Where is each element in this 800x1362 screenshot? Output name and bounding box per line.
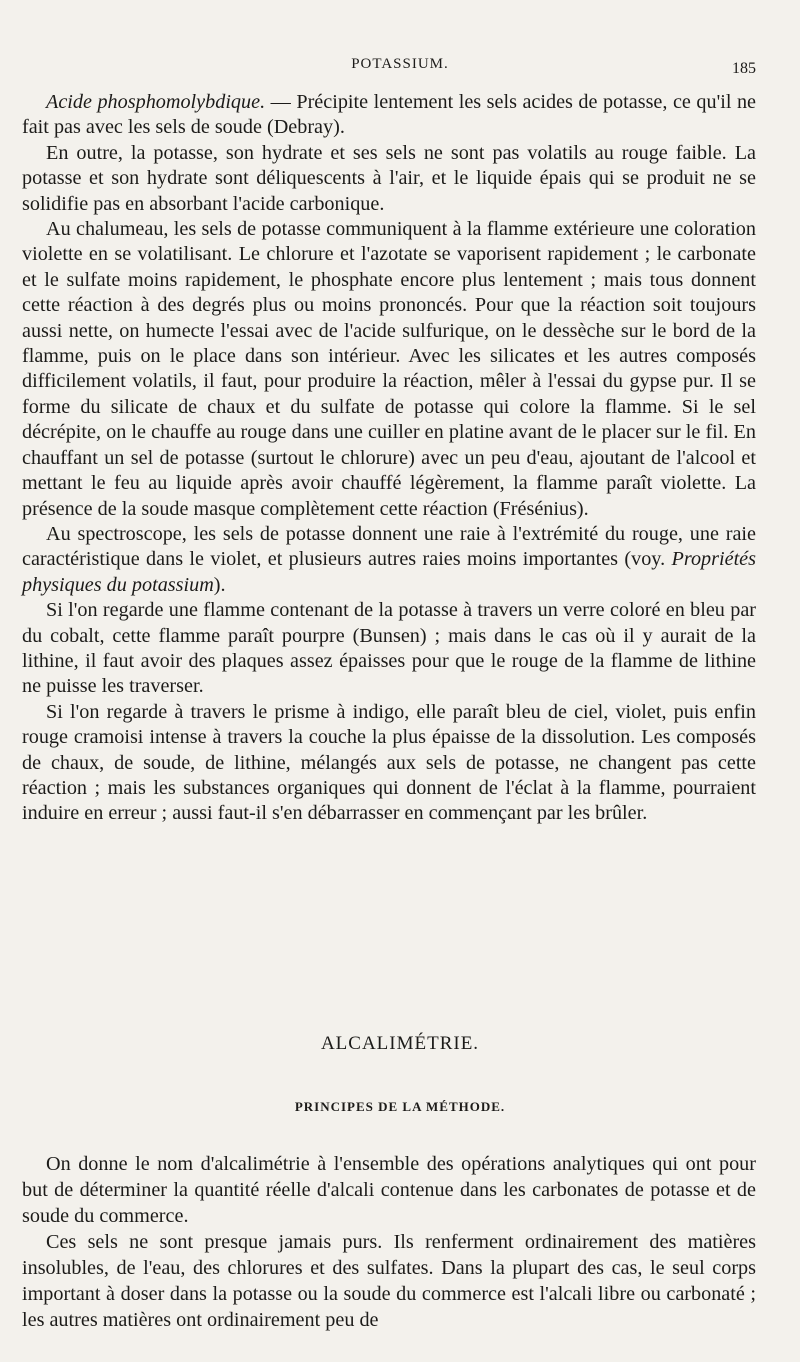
page-number: 185: [732, 60, 756, 77]
paragraph: On donne le nom d'alcalimétrie à l'ensemble des opérations analytiques qui ont pour but de déterminer la quantité réelle d'alcali contenue dans les carbonates de potasse et de soude du commerce.: [22, 1153, 756, 1227]
section-text: [22, 1151, 756, 1333]
paragraph: En outre, la potasse, son hydrate et ses sels ne sont pas volatils au rouge faible. La potasse et son hydrate sont déliquescents à l'air, et le liquide épais qui se produit ne se solidifie pas en absorbant l'acide carbonique.: [22, 141, 756, 215]
paragraph-text: Au spectroscope, les sels de potasse donnent une raie à l'extrémité du rouge, une raie caractéristique dans le violet, et plusieurs autres raies moins importantes (voy.: [22, 522, 756, 571]
running-title: POTASSIUM.: [351, 56, 449, 72]
paragraph: [22, 522, 756, 598]
paragraph: Si l'on regarde à travers le prisme à indigo, elle paraît bleu de ciel, violet, puis enfin rouge cramoisi intense à travers la couche la plus épaisse de la dissolution. Les composés de chaux, de soude, de lithine, mélangés aux sels de potasse, ne changent pas cette réaction ; mais les substances organiques qui donnent de l'éclat à la flamme, pourraient induire en erreur ; aussi faut-il s'en débarrasser en commençant par les brûler.: [22, 700, 756, 825]
italic-term: Acide phosphomolybdique.: [46, 91, 266, 113]
paragraph: Si l'on regarde une flamme contenant de la potasse à travers un verre coloré en bleu par du cobalt, cette flamme paraît pourpre (Bunsen) ; mais dans le cas où il y aurait de la lithine, il faut avoir des plaques assez épaisses pour que le rouge de la flamme de lithine ne puisse les traverser.: [22, 599, 756, 698]
paragraph: Ces sels ne sont presque jamais purs. Ils renferment ordinairement des matières insolubles, de l'eau, des chlorures et des sulfates. Dans la plupart des cas, le seul corps important à doser dans la potasse ou la soude du commerce est l'alcali libre ou carbonaté ; les autres matières ont ordinairement peu de: [22, 1231, 756, 1331]
paragraph-text: ).: [213, 573, 226, 596]
body-text: [22, 90, 756, 827]
italic-reference: Propriétés physiques du potassium: [22, 548, 756, 596]
paragraph: [22, 90, 756, 141]
paragraph: Au chalumeau, les sels de potasse communiquent à la flamme extérieure une coloration violette en se volatilisant. Le chlorure et l'azotate se vaporisent rapidement ; le carbonate et le sulfate moins rapidement, le phosphate encore plus lentement ; mais tous donnent cette réaction à des degrés plus ou moins prononcés. Pour que la réaction soit toujours aussi nette, on humecte l'essai avec de l'acide sulfurique, on le dessèche sur le bord de la flamme, puis on le place dans son intérieur. Avec les silicates et les autres composés difficilement volatils, il faut, pour produire la réaction, mêler à l'essai du gypse pur. Il se forme du silicate de chaux et du sulfate de potasse qui colore la flamme. Si le sel décrépite, on le chauffe au rouge dans une cuiller en platine avant de le placer sur le fil. En chauffant un sel de potasse (surtout le chlorure) avec un peu d'eau, ajoutant de l'alcool et mettant le feu au liquide après avoir chauffé légèrement, la flamme paraît violette. La présence de la soude masque complètement cette réaction (Frésénius).: [22, 218, 756, 520]
subsection-title: PRINCIPES DE LA MÉTHODE.: [294, 1099, 506, 1114]
section-title: ALCALIMÉTRIE.: [320, 1033, 480, 1054]
paragraph-text: — Précipite lentement les sels acides de potasse, ce qu'il ne fait pas avec les sels de soude (Debray).: [22, 91, 756, 139]
